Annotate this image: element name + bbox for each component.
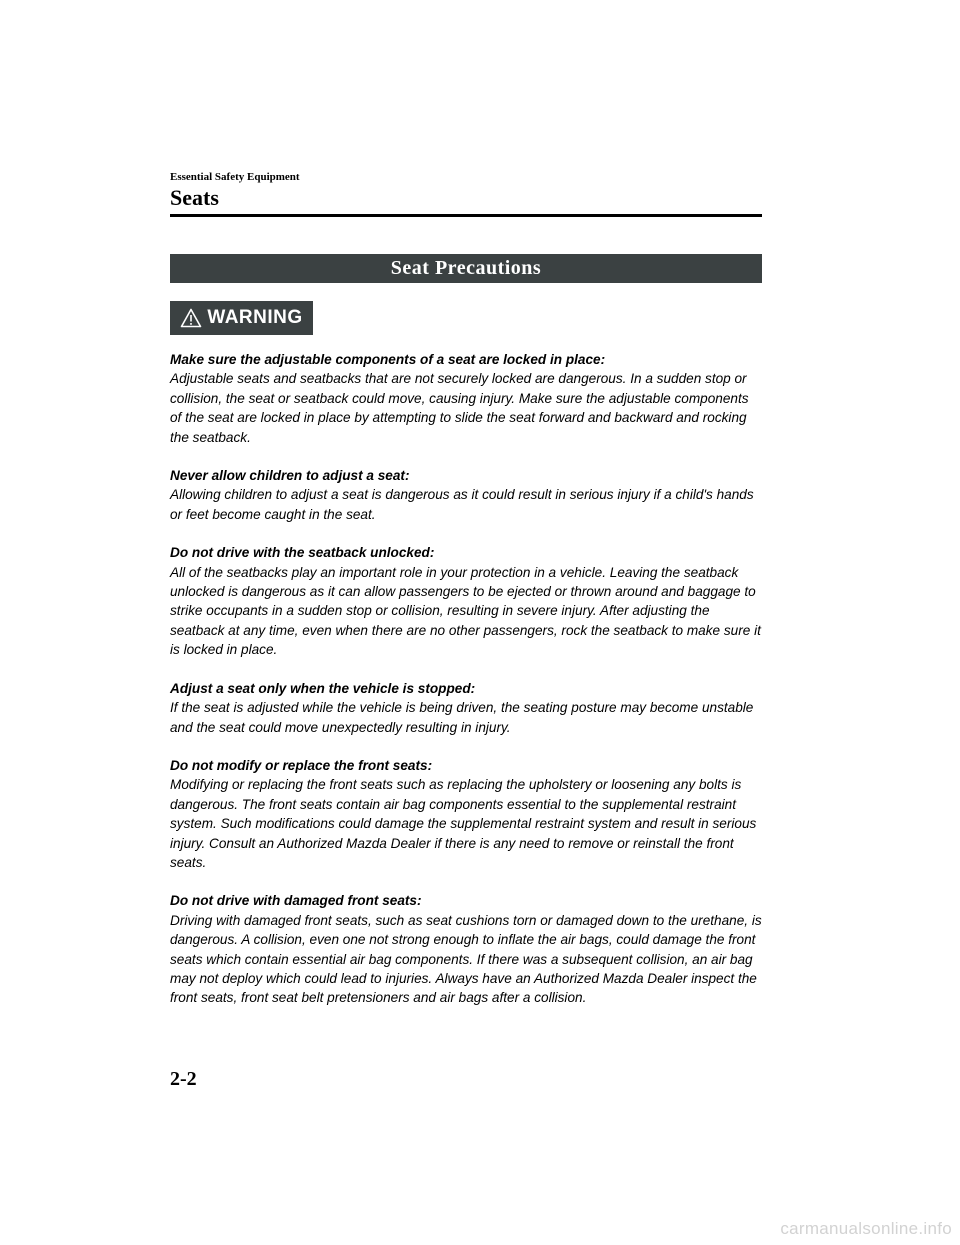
section-heading: Essential Safety Equipment xyxy=(170,171,300,183)
warning-item xyxy=(170,543,762,659)
warning-item xyxy=(170,466,762,524)
warning-content xyxy=(170,350,762,1027)
warning-badge xyxy=(170,301,313,335)
warning-item xyxy=(170,679,762,737)
warning-item-body: All of the seatbacks play an important role in your protection in a vehicle. Leaving the seatback unlocked is dangerous as it can allow passengers to be ejected or thrown around and baggage to strike occupants in a sudden stop or collision, resulting in severe injury. After adjusting the seatback at any time, even when there are no other passengers, rock the seatback to make sure it is locked in place. xyxy=(170,564,761,658)
warning-item xyxy=(170,891,762,1007)
header-divider xyxy=(170,214,762,217)
warning-label: WARNING xyxy=(207,307,303,328)
warning-item-title: Never allow children to adjust a seat: xyxy=(170,468,410,484)
warning-item-title: Do not modify or replace the front seats: xyxy=(170,757,433,773)
watermark-link[interactable]: carmanualsonline.info xyxy=(780,1219,952,1238)
warning-item-body: If the seat is adjusted while the vehicle is being driven, the seating posture may become unstable and the seat could move unexpectedly resulting in injury. xyxy=(170,700,754,735)
warning-triangle-icon xyxy=(180,308,202,328)
warning-item-body: Adjustable seats and seatbacks that are not securely locked are dangerous. In a sudden stop or collision, the seat or seatback could move, causing injury. Make sure the adjustable components of the seat are locked in place by attempting to slide the seat forward and backward and rocking the seatback. xyxy=(170,371,749,445)
warning-item-body: Modifying or replacing the front seats such as replacing the upholstery or loosening any bolts is dangerous. The front seats contain air bag components essential to the supplemental restraint system. Such modifications could damage the supplemental restraint system and result in serious injury. Consult an Authorized Mazda Dealer if there is any need to remove or reinstall the front seats. xyxy=(170,777,757,870)
warning-item-title: Adjust a seat only when the vehicle is stopped: xyxy=(170,680,476,696)
warning-item-title: Make sure the adjustable components of a seat are locked in place: xyxy=(170,352,606,367)
warning-item-title: Do not drive with damaged front seats: xyxy=(170,893,422,909)
topic-title-bar: Seat Precautions xyxy=(170,254,762,283)
warning-item-title: Do not drive with the seatback unlocked: xyxy=(170,545,435,561)
warning-item-body: Driving with damaged front seats, such as seat cushions torn or damaged down to the urethane, is dangerous. A collision, even one not strong enough to inflate the air bags, could damage the front seats which contain essential air bag components. If there was a subsequent collision, an air bag may not deploy which could lead to injuries. Always have an Authorized Mazda Dealer inspect the front seats, front seat belt pretensioners and air bags after a collision. xyxy=(170,912,762,1006)
warning-item-body: Allowing children to adjust a seat is dangerous as it could result in serious injury if a child's hands or feet become caught in the seat. xyxy=(170,487,754,522)
page-number: 2-2 xyxy=(170,1068,197,1090)
warning-item xyxy=(170,756,762,872)
page-title: Seats xyxy=(170,185,219,210)
warning-item xyxy=(170,350,762,447)
